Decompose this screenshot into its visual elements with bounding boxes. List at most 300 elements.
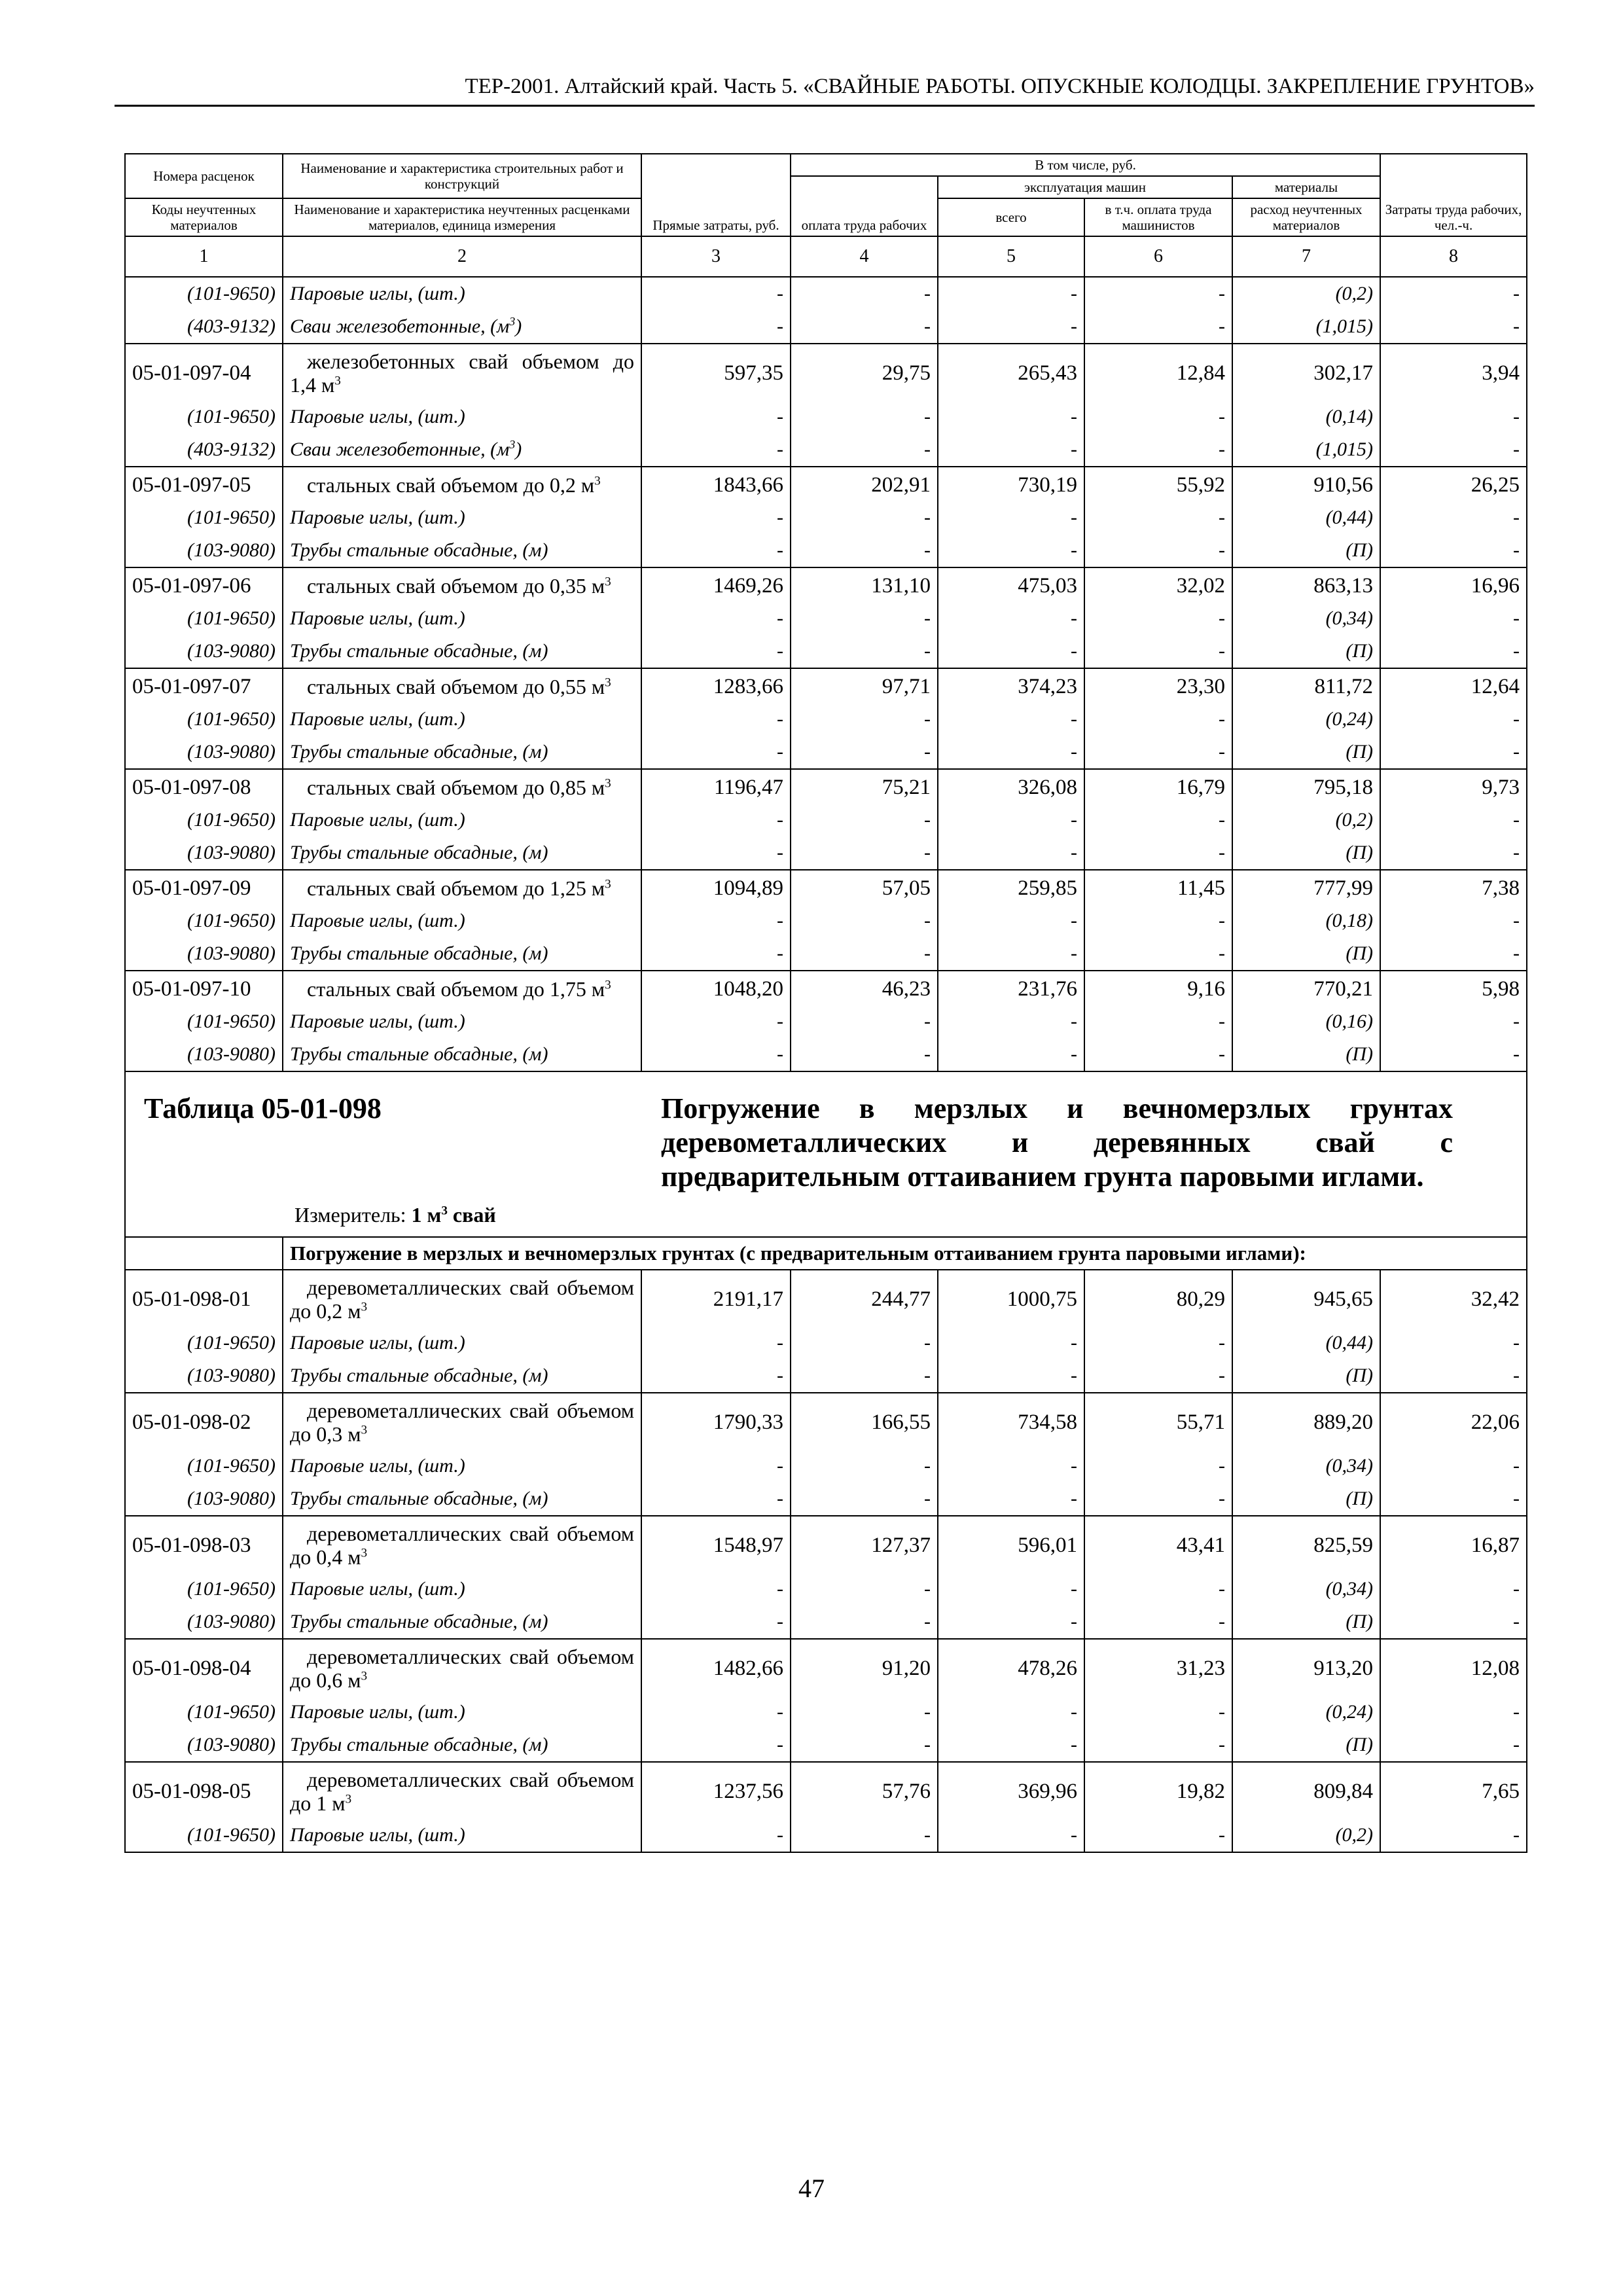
name-text: Паровые иглы, (шт.) <box>290 1011 465 1032</box>
value-c6: - <box>1084 635 1232 668</box>
value-c8: - <box>1380 1038 1527 1071</box>
material-name <box>290 741 548 762</box>
value-c5: - <box>938 1605 1084 1639</box>
table-title-row <box>125 1071 1527 1237</box>
name-text: Трубы стальные обсадные, (м) <box>290 1734 548 1755</box>
unit-superscript: 3 <box>605 978 611 992</box>
material-name <box>290 1332 465 1354</box>
name-text: Трубы стальные обсадные, (м) <box>290 1488 548 1509</box>
material-row <box>125 1038 1527 1071</box>
unit-superscript: 3 <box>509 438 516 451</box>
name-text: Трубы стальные обсадные, (м) <box>290 741 548 762</box>
material-row <box>125 1819 1527 1852</box>
column-number: 3 <box>641 236 791 277</box>
value-c6: - <box>1084 433 1232 467</box>
rate-name <box>290 1768 634 1815</box>
name-text: Паровые иглы, (шт.) <box>290 809 465 831</box>
name-text: Трубы стальные обсадные, (м) <box>290 1611 548 1632</box>
value-c5: 734,58 <box>938 1393 1084 1450</box>
value-c4: - <box>791 1327 938 1359</box>
material-name <box>290 640 548 662</box>
value-c4: 75,21 <box>791 769 938 804</box>
value-c6: - <box>1084 1605 1232 1639</box>
section-subheading: Погружение в мерзлых и вечномерзлых грунтах (с предварительным оттаиванием грунта паровыми иглами): <box>283 1237 1527 1270</box>
value-c4: - <box>791 1450 938 1482</box>
value-c8: - <box>1380 433 1527 467</box>
name-text: деревометаллических свай объемом до 0,4 м <box>290 1522 634 1569</box>
rate-row <box>125 344 1527 401</box>
material-name <box>290 842 548 863</box>
material-code: (101-9650) <box>125 703 283 736</box>
value-c4: - <box>791 534 938 567</box>
value-c3: - <box>641 1696 791 1729</box>
value-c5: 369,96 <box>938 1762 1084 1819</box>
rate-row <box>125 1393 1527 1450</box>
column-number: 6 <box>1084 236 1232 277</box>
column-number: 1 <box>125 236 283 277</box>
meter-suffix: свай <box>452 1203 496 1227</box>
column-number: 8 <box>1380 236 1527 277</box>
value-c7: (0,24) <box>1232 1696 1380 1729</box>
value-c3: - <box>641 836 791 870</box>
rate-code: 05-01-097-05 <box>125 467 283 501</box>
value-c6: - <box>1084 1482 1232 1516</box>
value-c4: - <box>791 1729 938 1762</box>
value-c6: - <box>1084 1573 1232 1605</box>
table-header <box>125 154 1527 277</box>
header-rate-numbers: Номера расценок <box>125 154 283 198</box>
value-c7: (0,2) <box>1232 1819 1380 1852</box>
page-number: 47 <box>798 2174 825 2203</box>
value-c5: - <box>938 905 1084 937</box>
value-c5: - <box>938 1359 1084 1393</box>
material-code: (101-9650) <box>125 1696 283 1729</box>
header-operator-pay: в т.ч. оплата труда машинистов <box>1084 198 1232 236</box>
value-c6: 31,23 <box>1084 1639 1232 1696</box>
value-c7: (0,44) <box>1232 1327 1380 1359</box>
value-c5: - <box>938 635 1084 668</box>
value-c4: 97,71 <box>791 668 938 703</box>
value-c3: 1048,20 <box>641 971 791 1005</box>
name-text: Трубы стальные обсадные, (м) <box>290 640 548 662</box>
name-text: деревометаллических свай объемом до 1 м <box>290 1768 634 1815</box>
value-c5: - <box>938 703 1084 736</box>
material-row <box>125 1005 1527 1038</box>
value-c3: - <box>641 937 791 971</box>
value-c5: 730,19 <box>938 467 1084 501</box>
value-c7: (0,14) <box>1232 401 1380 433</box>
value-c3: - <box>641 1819 791 1852</box>
name-text: Паровые иглы, (шт.) <box>290 607 465 629</box>
material-name <box>290 942 548 964</box>
value-c5: - <box>938 1005 1084 1038</box>
value-c3: 2191,17 <box>641 1270 791 1327</box>
value-c6: - <box>1084 1819 1232 1852</box>
name-text: Трубы стальные обсадные, (м) <box>290 942 548 964</box>
value-c8: - <box>1380 635 1527 668</box>
value-c6: - <box>1084 905 1232 937</box>
material-name <box>290 708 465 730</box>
rate-name <box>290 574 634 598</box>
material-row <box>125 1450 1527 1482</box>
rate-name <box>290 1399 634 1446</box>
value-c3: - <box>641 635 791 668</box>
value-c5: - <box>938 937 1084 971</box>
value-c5: - <box>938 804 1084 836</box>
value-c6: - <box>1084 703 1232 736</box>
value-c3: - <box>641 1482 791 1516</box>
value-c8: - <box>1380 1696 1527 1729</box>
value-c3: 1482,66 <box>641 1639 791 1696</box>
rate-row <box>125 971 1527 1005</box>
rate-name <box>290 977 634 1001</box>
material-name <box>290 507 465 528</box>
rate-name <box>290 1276 634 1323</box>
name-text: Сваи железобетонные, (м <box>290 439 510 460</box>
header-total: всего <box>938 198 1084 236</box>
material-code: (103-9080) <box>125 1038 283 1071</box>
value-c7: (П) <box>1232 534 1380 567</box>
material-code: (403-9132) <box>125 310 283 344</box>
name-text: Паровые иглы, (шт.) <box>290 1701 465 1723</box>
material-code: (101-9650) <box>125 1819 283 1852</box>
value-c4: - <box>791 401 938 433</box>
rate-code: 05-01-097-08 <box>125 769 283 804</box>
section-subheading-row <box>125 1237 1527 1270</box>
unit-superscript: 3 <box>361 1300 368 1314</box>
value-c8: - <box>1380 1573 1527 1605</box>
material-row <box>125 736 1527 769</box>
value-c8: - <box>1380 905 1527 937</box>
value-c6: - <box>1084 602 1232 635</box>
material-row <box>125 905 1527 937</box>
rate-code: 05-01-097-07 <box>125 668 283 703</box>
material-row <box>125 1605 1527 1639</box>
value-c6: - <box>1084 277 1232 310</box>
value-c5: 1000,75 <box>938 1270 1084 1327</box>
value-c3: - <box>641 1729 791 1762</box>
value-c7: (0,2) <box>1232 804 1380 836</box>
name-text: Паровые иглы, (шт.) <box>290 406 465 427</box>
value-c6: - <box>1084 1450 1232 1482</box>
material-name <box>290 439 522 460</box>
material-row <box>125 401 1527 433</box>
value-c4: - <box>791 310 938 344</box>
name-text-suffix: ) <box>515 439 522 460</box>
value-c6: - <box>1084 736 1232 769</box>
value-c6: - <box>1084 501 1232 534</box>
value-c6: - <box>1084 534 1232 567</box>
material-row <box>125 804 1527 836</box>
value-c5: - <box>938 433 1084 467</box>
name-text: Паровые иглы, (шт.) <box>290 283 465 304</box>
value-c7: 809,84 <box>1232 1762 1380 1819</box>
value-c7: (П) <box>1232 1359 1380 1393</box>
material-code: (101-9650) <box>125 1450 283 1482</box>
value-c4: - <box>791 1038 938 1071</box>
rate-code: 05-01-098-03 <box>125 1516 283 1573</box>
value-c7: 302,17 <box>1232 344 1380 401</box>
value-c6: 23,30 <box>1084 668 1232 703</box>
rate-row <box>125 567 1527 602</box>
rates-table-container <box>124 153 1526 1853</box>
rate-name <box>290 1645 634 1692</box>
value-c3: - <box>641 534 791 567</box>
rate-row <box>125 1516 1527 1573</box>
material-row <box>125 635 1527 668</box>
unit-superscript: 3 <box>345 1792 352 1806</box>
name-text: стальных свай объемом до 0,2 м <box>307 473 595 497</box>
value-c6: 55,71 <box>1084 1393 1232 1450</box>
value-c3: - <box>641 736 791 769</box>
value-c5: 374,23 <box>938 668 1084 703</box>
header-material-names: Наименование и характеристика неучтенных расценками материалов, единица измерения <box>283 198 641 236</box>
value-c5: 478,26 <box>938 1639 1084 1696</box>
material-name <box>290 809 465 831</box>
name-text: Паровые иглы, (шт.) <box>290 1332 465 1354</box>
value-c3: 1548,97 <box>641 1516 791 1573</box>
value-c8: 12,08 <box>1380 1639 1527 1696</box>
value-c5: - <box>938 836 1084 870</box>
material-code: (103-9080) <box>125 635 283 668</box>
value-c6: - <box>1084 1038 1232 1071</box>
value-c3: 1843,66 <box>641 467 791 501</box>
unit-superscript: 3 <box>605 675 611 690</box>
value-c5: - <box>938 602 1084 635</box>
value-c4: 57,05 <box>791 870 938 905</box>
value-c3: 1283,66 <box>641 668 791 703</box>
material-code: (103-9080) <box>125 937 283 971</box>
value-c5: - <box>938 1573 1084 1605</box>
value-c4: 29,75 <box>791 344 938 401</box>
column-number: 2 <box>283 236 641 277</box>
name-text: стальных свай объемом до 0,35 м <box>307 574 605 598</box>
value-c8: - <box>1380 1359 1527 1393</box>
value-c3: - <box>641 401 791 433</box>
value-c7: 777,99 <box>1232 870 1380 905</box>
value-c8: - <box>1380 1327 1527 1359</box>
value-c3: - <box>641 1450 791 1482</box>
value-c8: - <box>1380 1005 1527 1038</box>
value-c3: - <box>641 433 791 467</box>
value-c3: - <box>641 1605 791 1639</box>
material-row <box>125 1729 1527 1762</box>
value-c4: - <box>791 1819 938 1852</box>
name-text: стальных свай объемом до 0,85 м <box>307 776 605 799</box>
value-c6: - <box>1084 1729 1232 1762</box>
name-text-suffix: ) <box>515 315 522 337</box>
unit-superscript: 3 <box>509 315 516 328</box>
column-number-row <box>125 236 1527 277</box>
material-name <box>290 1043 548 1065</box>
material-code: (103-9080) <box>125 1359 283 1393</box>
unit-superscript: 3 <box>605 776 611 791</box>
material-name <box>290 607 465 629</box>
value-c8: - <box>1380 937 1527 971</box>
value-c6: 19,82 <box>1084 1762 1232 1819</box>
rate-code: 05-01-097-04 <box>125 344 283 401</box>
value-c7: (1,015) <box>1232 433 1380 467</box>
value-c6: 32,02 <box>1084 567 1232 602</box>
value-c4: - <box>791 1696 938 1729</box>
name-text: деревометаллических свай объемом до 0,6 м <box>290 1645 634 1692</box>
value-c5: - <box>938 1696 1084 1729</box>
value-c5: - <box>938 401 1084 433</box>
name-text: Трубы стальные обсадные, (м) <box>290 539 548 561</box>
name-text: железобетонных свай объемом до 1,4 м <box>290 350 634 397</box>
material-code: (103-9080) <box>125 1482 283 1516</box>
header-direct-costs: Прямые затраты, руб. <box>641 154 791 236</box>
rate-row <box>125 1270 1527 1327</box>
material-name <box>290 539 548 561</box>
value-c3: - <box>641 310 791 344</box>
rate-code: 05-01-097-09 <box>125 870 283 905</box>
value-c4: 46,23 <box>791 971 938 1005</box>
value-c8: - <box>1380 1482 1527 1516</box>
material-name <box>290 910 465 931</box>
value-c3: 1237,56 <box>641 1762 791 1819</box>
header-rate-names: Наименование и характеристика строительных работ и конструкций <box>283 154 641 198</box>
value-c3: - <box>641 277 791 310</box>
value-c4: 166,55 <box>791 1393 938 1450</box>
value-c6: - <box>1084 804 1232 836</box>
header-including: В том числе, руб. <box>791 154 1380 176</box>
material-code: (403-9132) <box>125 433 283 467</box>
value-c4: - <box>791 1605 938 1639</box>
value-c7: 825,59 <box>1232 1516 1380 1573</box>
unit-superscript: 3 <box>361 1546 368 1560</box>
value-c5: - <box>938 1819 1084 1852</box>
value-c7: 770,21 <box>1232 971 1380 1005</box>
header-unaccounted-materials: расход неучтенных материалов <box>1232 198 1380 236</box>
value-c3: 1094,89 <box>641 870 791 905</box>
value-c7: 863,13 <box>1232 567 1380 602</box>
value-c7: (0,24) <box>1232 703 1380 736</box>
rate-row <box>125 668 1527 703</box>
material-row <box>125 277 1527 310</box>
value-c6: 9,16 <box>1084 971 1232 1005</box>
material-name <box>290 406 465 427</box>
value-c8: 3,94 <box>1380 344 1527 401</box>
rate-name <box>290 1522 634 1569</box>
value-c8: 26,25 <box>1380 467 1527 501</box>
value-c5: - <box>938 1450 1084 1482</box>
material-row <box>125 1327 1527 1359</box>
value-c8: 32,42 <box>1380 1270 1527 1327</box>
material-code: (101-9650) <box>125 1573 283 1605</box>
value-c4: - <box>791 1005 938 1038</box>
material-row <box>125 1573 1527 1605</box>
header-labor-costs: Затраты труда рабочих, чел.-ч. <box>1380 154 1527 236</box>
value-c4: - <box>791 501 938 534</box>
material-row <box>125 310 1527 344</box>
value-c5: 326,08 <box>938 769 1084 804</box>
value-c3: - <box>641 1359 791 1393</box>
value-c8: - <box>1380 602 1527 635</box>
value-c8: 22,06 <box>1380 1393 1527 1450</box>
rate-code: 05-01-097-10 <box>125 971 283 1005</box>
value-c7: (0,34) <box>1232 1573 1380 1605</box>
value-c4: 131,10 <box>791 567 938 602</box>
material-row <box>125 534 1527 567</box>
value-c6: - <box>1084 1359 1232 1393</box>
rate-name <box>290 776 634 799</box>
column-number: 5 <box>938 236 1084 277</box>
material-row <box>125 1359 1527 1393</box>
rate-row <box>125 1639 1527 1696</box>
material-code: (103-9080) <box>125 836 283 870</box>
value-c8: - <box>1380 277 1527 310</box>
material-row <box>125 1696 1527 1729</box>
value-c8: 12,64 <box>1380 668 1527 703</box>
value-c5: 475,03 <box>938 567 1084 602</box>
value-c7: 910,56 <box>1232 467 1380 501</box>
value-c5: 259,85 <box>938 870 1084 905</box>
value-c8: - <box>1380 1450 1527 1482</box>
column-number: 4 <box>791 236 938 277</box>
value-c7: 795,18 <box>1232 769 1380 804</box>
value-c6: 16,79 <box>1084 769 1232 804</box>
value-c4: - <box>791 937 938 971</box>
value-c8: - <box>1380 703 1527 736</box>
header-machine-operation: эксплуатация машин <box>938 176 1232 198</box>
value-c6: - <box>1084 836 1232 870</box>
material-row <box>125 937 1527 971</box>
value-c8: 16,96 <box>1380 567 1527 602</box>
value-c4: - <box>791 433 938 467</box>
value-c5: 231,76 <box>938 971 1084 1005</box>
value-c5: - <box>938 1482 1084 1516</box>
value-c3: - <box>641 1327 791 1359</box>
name-text: деревометаллических свай объемом до 0,3 м <box>290 1399 634 1446</box>
material-row <box>125 836 1527 870</box>
value-c7: (П) <box>1232 635 1380 668</box>
value-c7: 913,20 <box>1232 1639 1380 1696</box>
value-c4: - <box>791 635 938 668</box>
value-c5: 265,43 <box>938 344 1084 401</box>
material-name <box>290 1488 548 1509</box>
unit-superscript: 3 <box>594 474 601 488</box>
material-name <box>290 1824 465 1846</box>
value-c6: - <box>1084 310 1232 344</box>
name-text: Паровые иглы, (шт.) <box>290 1824 465 1846</box>
rates-table <box>124 153 1527 1853</box>
material-code: (101-9650) <box>125 401 283 433</box>
value-c8: 5,98 <box>1380 971 1527 1005</box>
value-c3: - <box>641 804 791 836</box>
rate-code: 05-01-097-06 <box>125 567 283 602</box>
name-text: стальных свай объемом до 0,55 м <box>307 675 605 698</box>
value-c6: - <box>1084 1327 1232 1359</box>
value-c4: - <box>791 804 938 836</box>
material-name <box>290 1578 465 1600</box>
material-code: (101-9650) <box>125 1327 283 1359</box>
value-c4: 91,20 <box>791 1639 938 1696</box>
value-c3: - <box>641 501 791 534</box>
page-header-title: ТЕР-2001. Алтайский край. Часть 5. «СВАЙНЫЕ РАБОТЫ. ОПУСКНЫЕ КОЛОДЦЫ. ЗАКРЕПЛЕНИЕ ГРУНТОВ» <box>465 75 1535 98</box>
value-c7: (0,16) <box>1232 1005 1380 1038</box>
value-c4: 127,37 <box>791 1516 938 1573</box>
value-c7: (0,34) <box>1232 1450 1380 1482</box>
value-c7: (0,18) <box>1232 905 1380 937</box>
name-text: Паровые иглы, (шт.) <box>290 1455 465 1477</box>
rate-name <box>290 350 634 397</box>
value-c4: - <box>791 1359 938 1393</box>
value-c4: - <box>791 836 938 870</box>
material-name <box>290 1365 548 1386</box>
material-row <box>125 433 1527 467</box>
material-row <box>125 501 1527 534</box>
